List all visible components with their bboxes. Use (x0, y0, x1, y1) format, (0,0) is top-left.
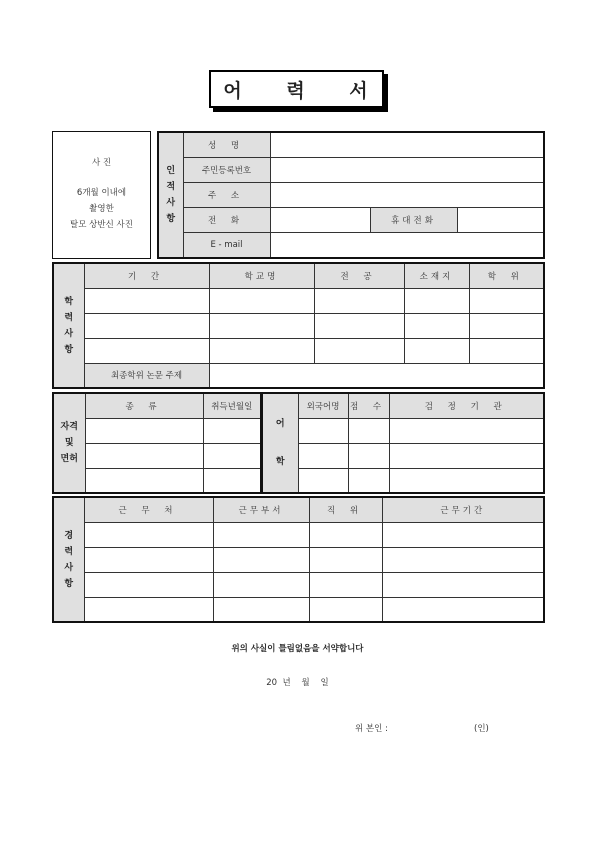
language-table (261, 392, 545, 494)
work-period-cell[interactable] (382, 547, 544, 572)
language-name-cell[interactable] (298, 418, 348, 443)
period-header: 기 간 (84, 263, 209, 288)
language-name-header: 외국어명 (298, 393, 348, 418)
photo-label: 사 진 (91, 158, 112, 168)
seal-mark: (인) (474, 724, 489, 734)
career-section-label: 경 력 사 항 (53, 497, 84, 622)
photo-placeholder[interactable] (52, 131, 151, 259)
major-header: 전 공 (314, 263, 404, 288)
period-cell[interactable] (84, 338, 209, 363)
license-type-cell[interactable] (85, 443, 203, 468)
table-row (53, 288, 544, 313)
language-section-label: 어 학 (262, 393, 298, 493)
workplace-cell[interactable] (84, 547, 213, 572)
work-period-cell[interactable] (382, 522, 544, 547)
language-name-cell[interactable] (298, 468, 348, 493)
table-row (53, 547, 544, 572)
photo-note-2: 촬영한 (89, 204, 114, 214)
document-title: 어 력 서 (223, 79, 370, 102)
score-header: 점 수 (348, 393, 389, 418)
table-row (53, 313, 544, 338)
photo-note-1: 6개월 이내에 (76, 188, 127, 198)
work-period-cell[interactable] (382, 597, 544, 622)
school-cell[interactable] (209, 313, 314, 338)
license-date-cell[interactable] (203, 468, 261, 493)
address-field[interactable] (270, 182, 544, 207)
period-cell[interactable] (84, 313, 209, 338)
table-row (53, 597, 544, 622)
mobile-label: 휴대전화 (370, 208, 457, 233)
test-institution-cell[interactable] (389, 443, 544, 468)
degree-cell[interactable] (469, 288, 544, 313)
department-cell[interactable] (213, 572, 309, 597)
location-cell[interactable] (404, 288, 469, 313)
thesis-field[interactable] (209, 363, 544, 388)
name-label: 성 명 (183, 132, 270, 157)
license-type-cell[interactable] (85, 468, 203, 493)
pledge-statement: 위의 사실이 틀림없음을 서약합니다 (231, 644, 364, 654)
position-cell[interactable] (309, 547, 382, 572)
location-cell[interactable] (404, 313, 469, 338)
table-row (53, 443, 261, 468)
document-title-box (209, 70, 384, 108)
signature-date: 20 년 월 일 (266, 678, 329, 688)
license-type-cell[interactable] (85, 418, 203, 443)
school-cell[interactable] (209, 288, 314, 313)
language-name-cell[interactable] (298, 443, 348, 468)
test-institution-cell[interactable] (389, 418, 544, 443)
work-period-header: 근무기간 (382, 497, 544, 522)
personal-section-label: 인 적 사 항 (158, 132, 183, 258)
id-number-field[interactable] (270, 157, 544, 182)
major-cell[interactable] (314, 313, 404, 338)
school-cell[interactable] (209, 338, 314, 363)
photo-note-3: 탈모 상반신 사진 (70, 220, 133, 230)
education-section-label: 학 력 사 항 (53, 263, 84, 388)
license-section-label: 자격 및 면허 (53, 393, 85, 493)
license-date-cell[interactable] (203, 443, 261, 468)
education-table (52, 262, 545, 389)
position-header: 직 위 (309, 497, 382, 522)
address-label: 주 소 (183, 182, 270, 207)
table-row (262, 468, 544, 493)
id-number-label: 주민등록번호 (183, 157, 270, 182)
table-row (53, 572, 544, 597)
department-cell[interactable] (213, 522, 309, 547)
major-cell[interactable] (314, 338, 404, 363)
workplace-cell[interactable] (84, 572, 213, 597)
phone-field[interactable] (270, 208, 370, 233)
position-cell[interactable] (309, 597, 382, 622)
email-label: E - mail (183, 233, 270, 258)
table-row (262, 443, 544, 468)
table-row (262, 418, 544, 443)
license-date-header: 취득년월일 (203, 393, 261, 418)
major-cell[interactable] (314, 288, 404, 313)
department-cell[interactable] (213, 547, 309, 572)
test-institution-header: 검 정 기 관 (389, 393, 544, 418)
score-cell[interactable] (348, 468, 389, 493)
workplace-header: 근 무 처 (84, 497, 213, 522)
phone-label: 전 화 (183, 208, 270, 233)
position-cell[interactable] (309, 572, 382, 597)
license-table (52, 392, 262, 494)
period-cell[interactable] (84, 288, 209, 313)
table-row (53, 338, 544, 363)
position-cell[interactable] (309, 522, 382, 547)
score-cell[interactable] (348, 418, 389, 443)
degree-header: 학 위 (469, 263, 544, 288)
email-field[interactable] (270, 233, 544, 258)
career-table (52, 496, 545, 623)
test-institution-cell[interactable] (389, 468, 544, 493)
department-header: 근무부서 (213, 497, 309, 522)
license-date-cell[interactable] (203, 418, 261, 443)
signer-label: 위 본인 : (355, 724, 388, 734)
score-cell[interactable] (348, 443, 389, 468)
signer-name-field[interactable] (402, 722, 470, 734)
thesis-label: 최종학위 논문 주제 (84, 363, 209, 388)
mobile-field[interactable] (457, 208, 544, 233)
license-type-header: 종 류 (85, 393, 203, 418)
workplace-cell[interactable] (84, 522, 213, 547)
table-row (53, 522, 544, 547)
school-header: 학교명 (209, 263, 314, 288)
table-row (53, 418, 261, 443)
workplace-cell[interactable] (84, 597, 213, 622)
degree-cell[interactable] (469, 313, 544, 338)
degree-cell[interactable] (469, 338, 544, 363)
location-cell[interactable] (404, 338, 469, 363)
location-header: 소재지 (404, 263, 469, 288)
table-row (53, 468, 261, 493)
work-period-cell[interactable] (382, 572, 544, 597)
personal-info-table (157, 131, 545, 259)
name-field[interactable] (270, 132, 544, 157)
department-cell[interactable] (213, 597, 309, 622)
